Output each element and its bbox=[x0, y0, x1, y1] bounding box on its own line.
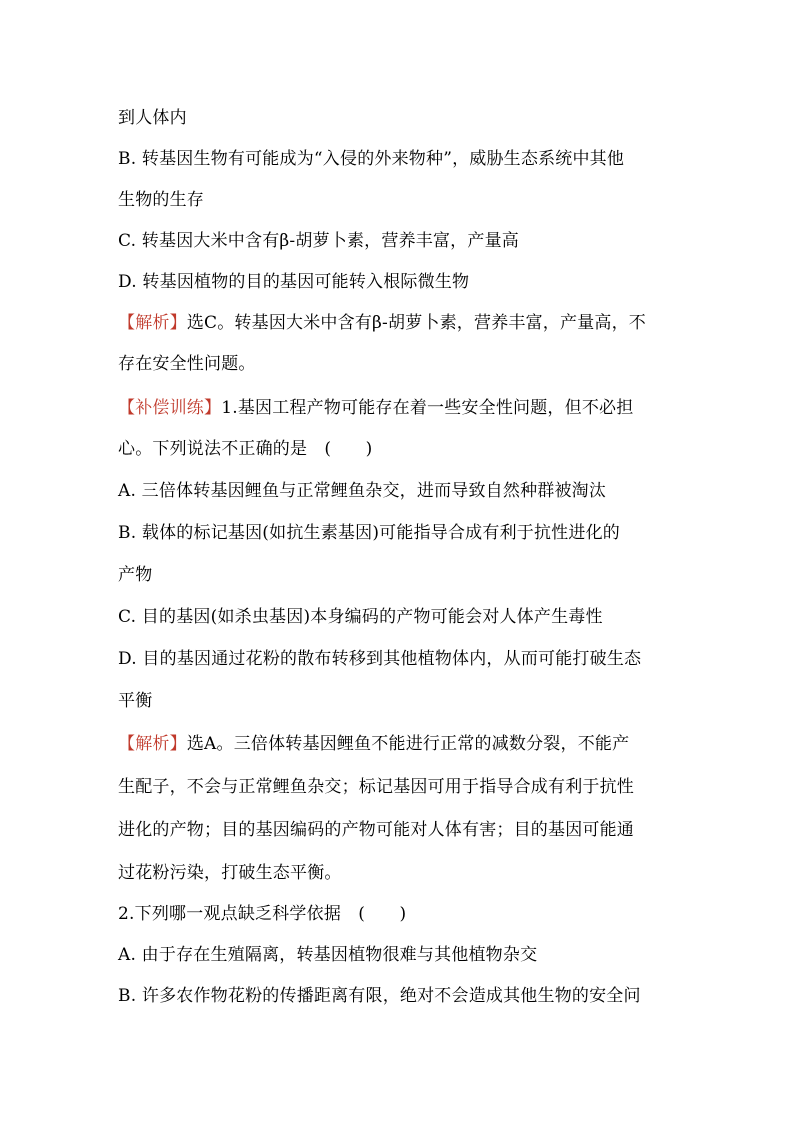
practice-option-b-cont: 产物 bbox=[118, 565, 153, 585]
practice-heading bbox=[118, 396, 678, 420]
analysis-tag: 【解析】 bbox=[118, 734, 187, 754]
analysis-text: 选C。转基因大米中含有β-胡萝卜素，营养丰富，产量高，不 bbox=[186, 313, 646, 333]
question2-option-a: A. 由于存在生殖隔离，转基因植物很难与其他植物杂交 bbox=[118, 945, 538, 965]
text-line: 生物的生存 bbox=[118, 190, 204, 210]
practice-option-b: B. 载体的标记基因(如抗生素基因)可能指导合成有利于抗性进化的 bbox=[118, 523, 620, 543]
practice-question-cont: 心。下列说法不正确的是 ( ) bbox=[118, 439, 373, 459]
question2-option-b: B. 许多农作物花粉的传播距离有限，绝对不会造成其他生物的安全问 bbox=[118, 986, 641, 1006]
analysis2-text: 选A。三倍体转基因鲤鱼不能进行正常的减数分裂，不能产 bbox=[186, 734, 630, 754]
practice-option-d-cont: 平衡 bbox=[118, 691, 153, 711]
analysis-tag: 【解析】 bbox=[118, 313, 187, 333]
text-line: 到人体内 bbox=[118, 108, 187, 128]
practice-option-c: C. 目的基因(如杀虫基因)本身编码的产物可能会对人体产生毒性 bbox=[118, 607, 603, 627]
analysis2-text-cont: 进化的产物；目的基因编码的产物可能对人体有害；目的基因可能通 bbox=[118, 820, 634, 840]
practice-option-d: D. 目的基因通过花粉的散布转移到其他植物体内，从而可能打破生态 bbox=[118, 649, 642, 669]
analysis2-text-cont: 过花粉污染，打破生态平衡。 bbox=[118, 863, 342, 883]
question2: 2.下列哪一观点缺乏科学依据 ( ) bbox=[118, 904, 407, 924]
practice-question: 1.基因工程产物可能存在着一些安全性问题，但不必担 bbox=[221, 398, 634, 418]
option-c: C. 转基因大米中含有β-胡萝卜素，营养丰富，产量高 bbox=[118, 231, 519, 251]
analysis-paragraph bbox=[118, 311, 678, 335]
analysis-text-cont: 存在安全性问题。 bbox=[118, 354, 256, 374]
analysis2-text-cont: 生配子，不会与正常鲤鱼杂交；标记基因可用于指导合成有利于抗性 bbox=[118, 777, 634, 797]
option-d: D. 转基因植物的目的基因可能转入根际微生物 bbox=[118, 272, 470, 292]
analysis2-paragraph bbox=[118, 732, 678, 756]
option-b: B. 转基因生物有可能成为“入侵的外来物种”，威胁生态系统中其他 bbox=[118, 149, 625, 169]
practice-option-a: A. 三倍体转基因鲤鱼与正常鲤鱼杂交，进而导致自然种群被淘汰 bbox=[118, 481, 607, 501]
practice-tag: 【补偿训练】 bbox=[118, 398, 222, 418]
